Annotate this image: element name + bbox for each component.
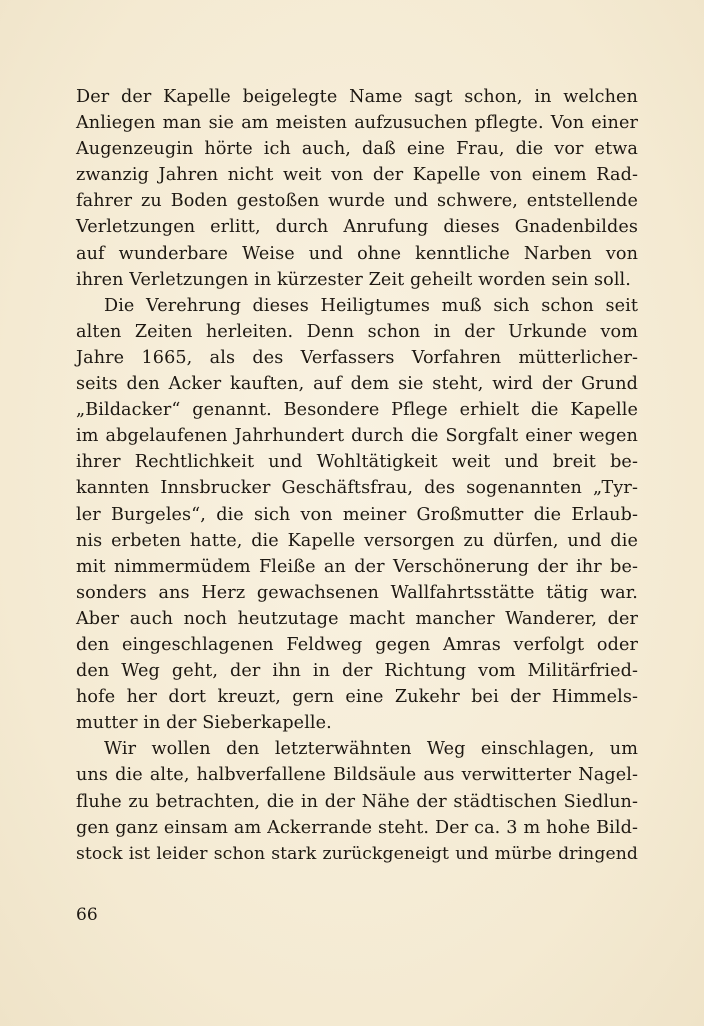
text-line: mutter in der Sieberkapelle.	[76, 713, 332, 734]
text-line: ihren Verletzungen in kürzester Zeit geheilt worden sein soll.	[76, 269, 631, 290]
page-number: 66	[76, 905, 98, 925]
text-line: Anliegen man sie am meisten aufzusuchen pflegte. Von einer	[76, 113, 638, 134]
text-line: fahrer zu Boden gestoßen wurde und schwere, entstellende	[76, 191, 638, 212]
text-line: Der der Kapelle beigelegte Name sagt schon, in welchen	[76, 87, 638, 107]
text-line: ihrer Rechtlichkeit und Wohltätigkeit weit und breit be-	[76, 452, 638, 473]
text-line: sonders ans Herz gewachsenen Wallfahrtsstätte tätig war.	[76, 582, 638, 603]
body-text	[76, 84, 638, 867]
text-line: uns die alte, halbverfallene Bildsäule aus verwitterter Nagel-	[76, 765, 638, 786]
text-line: gen ganz einsam am Ackerrande steht. Der ca. 3 m hohe Bild-	[76, 817, 638, 838]
text-line: fluhe zu betrachten, die in der Nähe der städtischen Siedlun-	[76, 791, 638, 812]
text-line: den Weg geht, der ihn in der Richtung vom Militärfried-	[76, 661, 638, 682]
text-line: Jahre 1665, als des Verfassers Vorfahren mütterlicher-	[76, 347, 638, 368]
text-line: den eingeschlagenen Feldweg gegen Amras verfolgt oder	[76, 634, 638, 655]
text-line: zwanzig Jahren nicht weit von der Kapelle von einem Rad-	[76, 165, 638, 186]
text-line: alten Zeiten herleiten. Denn schon in der Urkunde vom	[76, 321, 638, 342]
text-line: hofe her dort kreuzt, gern eine Zukehr bei der Himmels-	[76, 687, 638, 708]
text-line: seits den Acker kauften, auf dem sie steht, wird der Grund	[76, 374, 638, 395]
text-line: kannten Innsbrucker Geschäftsfrau, des sogenannten „Tyr-	[76, 478, 638, 499]
text-line: Die Verehrung dieses Heiligtumes muß sich schon seit	[104, 295, 638, 316]
text-line: Wir wollen den letzterwähnten Weg einschlagen, um	[104, 739, 638, 760]
text-line: Verletzungen erlitt, durch Anrufung dieses Gnadenbildes	[76, 217, 638, 238]
text-line: Augenzeugin hörte ich auch, daß eine Frau, die vor etwa	[76, 139, 638, 160]
text-line: „Bildacker“ genannt. Besondere Pflege erhielt die Kapelle	[76, 400, 638, 421]
text-line: stock ist leider schon stark zurückgeneigt und mürbe dringend	[76, 843, 638, 864]
text-line: Aber auch noch heutzutage macht mancher Wanderer, der	[76, 608, 638, 629]
text-line: nis erbeten hatte, die Kapelle versorgen zu dürfen, und die	[76, 530, 638, 551]
text-line: ler Burgeles“, die sich von meiner Großmutter die Erlaub-	[76, 504, 638, 525]
text-line: im abgelaufenen Jahrhundert durch die Sorgfalt einer wegen	[76, 426, 638, 447]
text-line: auf wunderbare Weise und ohne kenntliche Narben von	[76, 243, 638, 264]
text-line: mit nimmermüdem Fleiße an der Verschönerung der ihr be-	[76, 556, 638, 577]
